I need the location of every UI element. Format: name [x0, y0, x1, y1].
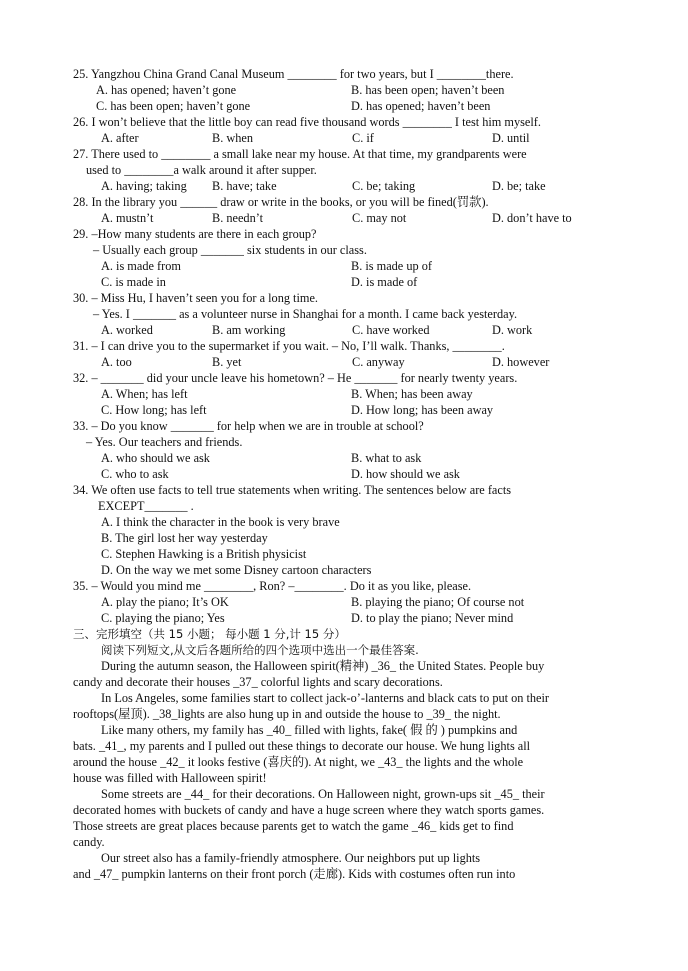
- passage-line: During the autumn season, the Halloween spirit(精神) _36_ the United States. People buy: [101, 659, 545, 673]
- option-c: C. has been open; haven’t gone: [96, 99, 251, 113]
- option-c: C. How long; has left: [101, 403, 207, 417]
- passage-line: decorated homes with buckets of candy and have a huge screen where they watch sports games.: [73, 803, 545, 817]
- option-c: C. who to ask: [101, 467, 169, 481]
- option-d: D. On the way we met some Disney cartoon characters: [101, 563, 372, 577]
- option-a: A. play the piano; It’s OK: [101, 595, 229, 609]
- option-d: D. however: [492, 355, 550, 369]
- option-a: A. who should we ask: [101, 451, 210, 465]
- question-34-cont: EXCEPT_______ .: [98, 499, 194, 513]
- option-a: A. When; has left: [101, 387, 188, 401]
- option-b: B. needn’t: [212, 211, 264, 225]
- option-d: D. be; take: [492, 179, 546, 193]
- passage-line: rooftops(屋顶). _38_lights are also hung up in and outside the house to _39_ the night.: [73, 707, 501, 721]
- question-35: 35. – Would you mind me ________, Ron? –________. Do it as you like, please.: [73, 579, 472, 593]
- question-33-cont: – Yes. Our teachers and friends.: [86, 435, 243, 449]
- option-c: C. playing the piano; Yes: [101, 611, 225, 625]
- option-b: B. am working: [212, 323, 286, 337]
- question-29: 29. –How many students are there in each group?: [73, 227, 317, 241]
- option-b: B. The girl lost her way yesterday: [101, 531, 268, 545]
- section-heading: 三、完形填空（共 15 小题； 每小题 1 分,计 15 分）: [73, 627, 346, 641]
- passage-line: candy and decorate their houses _37_ colorful lights and scary decorations.: [73, 675, 443, 689]
- question-27: 27. There used to ________ a small lake near my house. At that time, my grandparents were: [73, 147, 527, 161]
- question-30: 30. – Miss Hu, I haven’t seen you for a long time.: [73, 291, 318, 305]
- question-28: 28. In the library you ______ draw or write in the books, or you will be fined(罚款).: [73, 195, 489, 209]
- question-33: 33. – Do you know _______ for help when we are in trouble at school?: [73, 419, 424, 433]
- option-c: C. anyway: [352, 355, 405, 369]
- option-d: D. has opened; haven’t been: [351, 99, 491, 113]
- option-a: A. mustn’t: [101, 211, 154, 225]
- passage-line: bats. _41_, my parents and I pulled out these things to decorate our house. We hung lights all: [73, 739, 531, 753]
- option-a: A. I think the character in the book is very brave: [101, 515, 340, 529]
- passage-line: Some streets are _44_ for their decorations. On Halloween night, grown-ups sit _45_ their: [101, 787, 545, 801]
- option-d: D. work: [492, 323, 533, 337]
- option-a: A. worked: [101, 323, 153, 337]
- question-27-cont: used to ________a walk around it after supper.: [86, 163, 317, 177]
- option-a: A. after: [101, 131, 139, 145]
- option-a: A. too: [101, 355, 132, 369]
- option-c: C. Stephen Hawking is a British physicist: [101, 547, 307, 561]
- option-d: D. is made of: [351, 275, 418, 289]
- option-b: B. has been open; haven’t been: [351, 83, 505, 97]
- question-25: 25. Yangzhou China Grand Canal Museum ________ for two years, but I ________there.: [73, 67, 514, 81]
- question-31: 31. – I can drive you to the supermarket if you wait. – No, I’ll walk. Thanks, ________.: [73, 339, 505, 353]
- question-26: 26. I won’t believe that the little boy can read five thousand words ________ I test him myself.: [73, 115, 541, 129]
- question-30-cont: – Yes. I _______ as a volunteer nurse in Shanghai for a month. I came back yesterday.: [93, 307, 518, 321]
- section-instruction: 阅读下列短文,从文后各题所给的四个选项中选出一个最佳答案.: [101, 643, 419, 657]
- option-b: B. have; take: [212, 179, 277, 193]
- passage-line: Our street also has a family-friendly atmosphere. Our neighbors put up lights: [101, 851, 481, 865]
- option-d: D. don’t have to: [492, 211, 572, 225]
- passage-line: Those streets are great places because parents get to watch the game _46_ kids get to find: [73, 819, 514, 833]
- option-d: D. How long; has been away: [351, 403, 494, 417]
- option-a: A. is made from: [101, 259, 181, 273]
- passage-line: around the house _42_ it looks festive (喜庆的). At night, we _43_ the lights and the whole: [73, 755, 524, 769]
- option-d: D. until: [492, 131, 530, 145]
- option-a: A. has opened; haven’t gone: [96, 83, 237, 97]
- option-b: B. what to ask: [351, 451, 422, 465]
- option-d: D. how should we ask: [351, 467, 460, 481]
- option-b: B. is made up of: [351, 259, 432, 273]
- option-b: B. When; has been away: [351, 387, 473, 401]
- question-32: 32. – _______ did your uncle leave his hometown? – He _______ for nearly twenty years.: [73, 371, 518, 385]
- passage-line: and _47_ pumpkin lanterns on their front porch (走廊). Kids with costumes often run into: [73, 867, 516, 881]
- option-c: C. is made in: [101, 275, 166, 289]
- question-34: 34. We often use facts to tell true statements when writing. The sentences below are facts: [73, 483, 512, 497]
- passage-line: Like many others, my family has _40_ filled with lights, fake( 假 的 ) pumpkins and: [101, 723, 518, 737]
- option-b: B. yet: [212, 355, 242, 369]
- option-c: C. if: [352, 131, 374, 145]
- question-29-cont: – Usually each group _______ six students in our class.: [93, 243, 367, 257]
- option-b: B. when: [212, 131, 253, 145]
- passage-line: In Los Angeles, some families start to collect jack-o’-lanterns and black cats to put on their: [101, 691, 550, 705]
- option-c: C. have worked: [352, 323, 430, 337]
- passage-line: candy.: [73, 835, 105, 849]
- option-a: A. having; taking: [101, 179, 187, 193]
- passage-line: house was filled with Halloween spirit!: [73, 771, 267, 785]
- option-c: C. may not: [352, 211, 407, 225]
- option-d: D. to play the piano; Never mind: [351, 611, 514, 625]
- option-c: C. be; taking: [352, 179, 416, 193]
- option-b: B. playing the piano; Of course not: [351, 595, 525, 609]
